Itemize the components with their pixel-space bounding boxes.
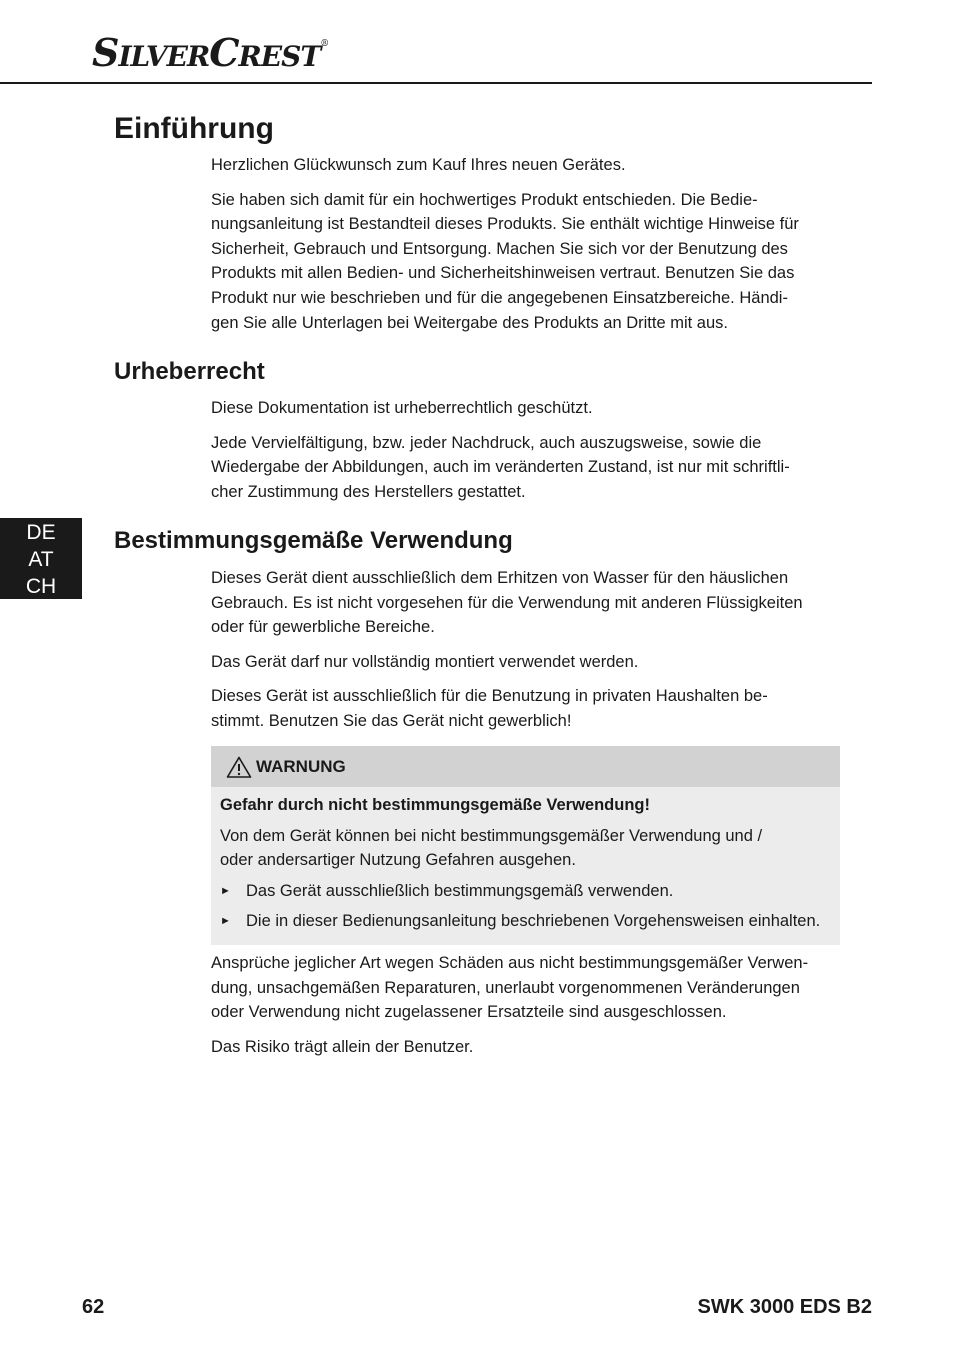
header-rule xyxy=(0,82,872,84)
paragraph: Ansprüche jeglicher Art wegen Schäden aus nicht bestimmungsgemäßer Verwen- dung, unsachgemäßen Reparaturen, unerlaubt vorgenommenen Veränderungen oder Verwendung nicht zugelassener Ersatzteile sind ausgeschlossen. xyxy=(211,954,809,1022)
warning-bullet xyxy=(220,879,830,904)
section-title-intro: Einführung xyxy=(114,112,274,145)
paragraph: Herzlichen Glückwunsch zum Kauf Ihres neuen Gerätes. xyxy=(211,156,626,174)
bullet-text: Die in dieser Bedienungsanleitung beschriebenen Vorgehensweisen einhalten. xyxy=(246,912,821,931)
warning-bullet xyxy=(220,909,830,934)
warning-box xyxy=(211,746,840,945)
logo-letter: S xyxy=(92,30,119,75)
page-number: 62 xyxy=(82,1296,105,1318)
section-title-copyright: Urheberrecht xyxy=(114,358,265,385)
language-code: AT xyxy=(28,548,54,571)
disclaimer-text xyxy=(211,951,843,1069)
logo-letter: C xyxy=(209,30,239,75)
registered-mark: ® xyxy=(320,39,329,49)
intro-text xyxy=(211,153,843,345)
paragraph: Dieses Gerät dient ausschließlich dem Erhitzen von Wasser für den häuslichen Gebrauch. Es ist nicht vorgesehen für die Verwendung mit anderen Flüssigkeiten oder für gewerbliche Bereiche. xyxy=(211,569,803,637)
model-number: SWK 3000 EDS B2 xyxy=(697,1296,872,1318)
paragraph: Das Gerät darf nur vollständig montiert verwendet werden. xyxy=(211,652,639,671)
paragraph: Sie haben sich damit für ein hochwertiges Produkt entschieden. Die Bedie- nungsanleitung ist Bestandteil dieses Produkts. Sie enthält wichtige Hinweise für Sicherheit, Gebrauch und Entsorgung. Machen Sie sich vor der Benutzung des Produkts mit allen Bedien- und Sicherheitshinweisen vertraut. Benutzen Sie das Produkt nur wie beschrieben und für die angegebenen Einsatzbereiche. Händi- gen Sie alle Unterlagen bei Weitergabe des Produkts an Dritte mit aus. xyxy=(211,190,799,332)
warning-description: Von dem Gerät können bei nicht bestimmungsgemäßer Verwendung und / oder andersartiger Nutzung Gefahren ausgehen. xyxy=(220,826,763,870)
logo-text: ILVER xyxy=(118,40,210,73)
warning-body xyxy=(211,787,840,934)
language-tab xyxy=(0,518,82,599)
language-code: CH xyxy=(25,575,57,598)
paragraph: Das Risiko trägt allein der Benutzer. xyxy=(211,1037,474,1056)
paragraph: Jede Vervielfältigung, bzw. jeder Nachdruck, auch auszugsweise, sowie die Wiedergabe der Abbildungen, auch im veränderten Zustand, ist nur mit schriftli- cher Zustimmung des Herstellers gestattet. xyxy=(211,433,790,501)
brand-logo xyxy=(92,30,329,75)
paragraph: Dieses Gerät ist ausschließlich für die Benutzung in privaten Haushalten be- stimmt. Benutzen Sie das Gerät nicht gewerblich! xyxy=(211,687,768,730)
language-code: DE xyxy=(26,521,56,544)
bullet-text: Das Gerät ausschließlich bestimmungsgemäß verwenden. xyxy=(246,881,674,900)
section-title-intended-use: Bestimmungsgemäße Verwendung xyxy=(114,527,513,554)
arrow-right-icon: ► xyxy=(220,884,231,897)
arrow-right-icon: ► xyxy=(220,915,231,928)
paragraph: Diese Dokumentation ist urheberrechtlich geschützt. xyxy=(211,399,593,417)
copyright-text xyxy=(211,396,843,514)
warning-label: WARNUNG xyxy=(256,756,346,776)
warning-title: Gefahr durch nicht bestimmungsgemäße Verwendung! xyxy=(220,796,650,814)
warning-triangle-icon xyxy=(226,756,252,778)
intended-use-text xyxy=(211,566,843,744)
logo-text: REST xyxy=(238,40,321,73)
warning-header xyxy=(211,746,840,787)
